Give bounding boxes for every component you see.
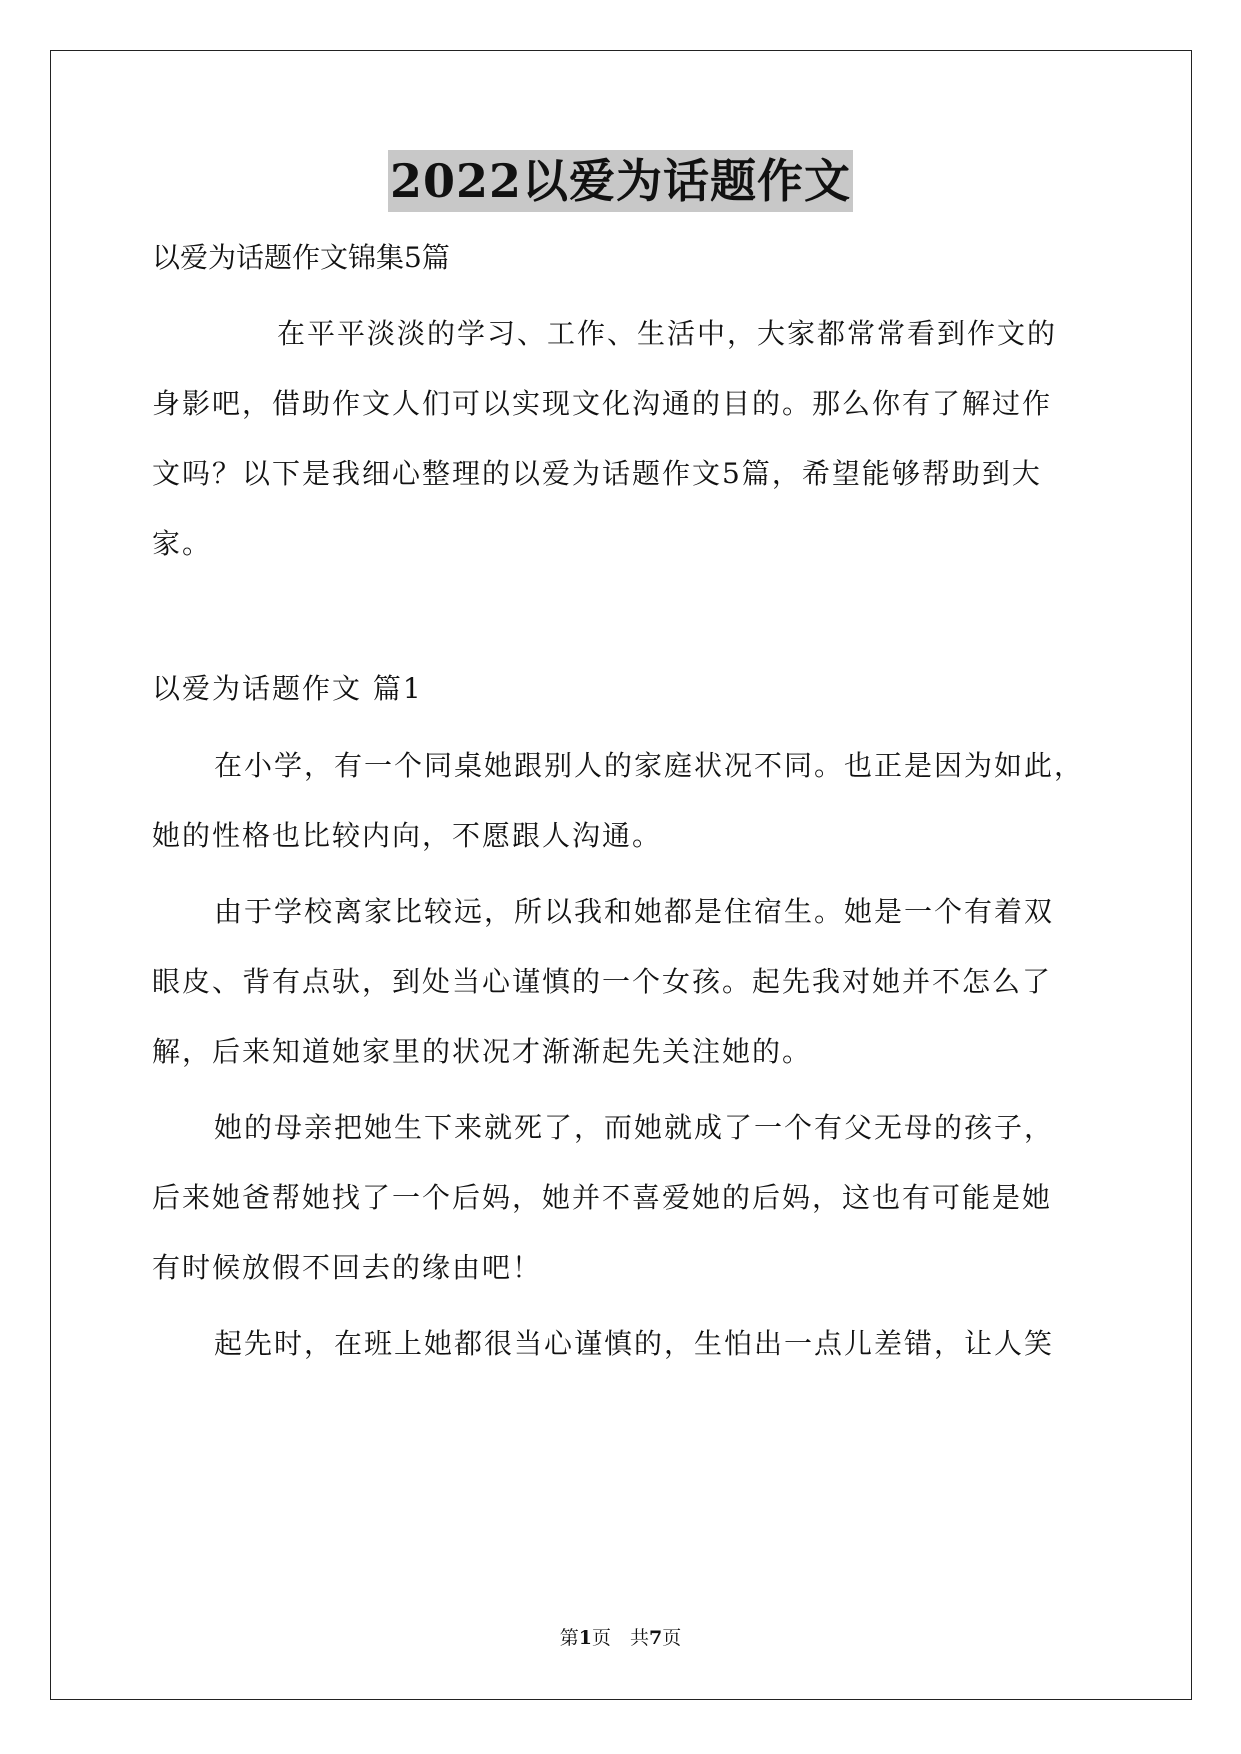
body-line-1[interactable]: 在小学，有一个同桌她跟别人的家庭状况不同。也正是因为如此， [214, 749, 1085, 782]
footer-prefix: 第 [559, 1627, 579, 1649]
intro-line-2[interactable]: 身影吧，借助作文人们可以实现文化沟通的目的。那么你有了解过作 [152, 387, 1053, 420]
body-line-3[interactable]: 由于学校离家比较远，所以我和她都是住宿生。她是一个有着双 [214, 895, 1055, 928]
section-heading[interactable]: 以爱为话题作文 篇1 [152, 672, 423, 705]
footer-suffix: 页 [662, 1627, 682, 1649]
footer-middle: 页 共 [591, 1627, 649, 1649]
intro-line-1[interactable]: 在平平淡淡的学习、工作、生活中，大家都常常看到作文的 [277, 317, 1058, 350]
title-container [0, 150, 1241, 212]
body-line-2[interactable]: 她的性格也比较内向，不愿跟人沟通。 [152, 819, 663, 852]
footer-current-page: 1 [578, 1627, 592, 1649]
body-line-7[interactable]: 后来她爸帮她找了一个后妈，她并不喜爱她的后妈，这也有可能是她 [152, 1181, 1053, 1214]
page-border [50, 50, 1192, 1700]
body-line-4[interactable]: 眼皮、背有点驮，到处当心谨慎的一个女孩。起先我对她并不怎么了 [152, 965, 1053, 998]
document-title[interactable]: 2022以爱为话题作文 [388, 150, 853, 212]
body-line-8[interactable]: 有时候放假不回去的缘由吧！ [152, 1251, 543, 1284]
body-line-9[interactable]: 起先时，在班上她都很当心谨慎的，生怕出一点儿差错，让人笑 [214, 1327, 1055, 1360]
footer-total-pages: 7 [649, 1627, 663, 1649]
page-footer [0, 1624, 1241, 1652]
body-line-6[interactable]: 她的母亲把她生下来就死了，而她就成了一个有父无母的孩子， [214, 1111, 1055, 1144]
document-subtitle[interactable]: 以爱为话题作文锦集5篇 [152, 241, 450, 274]
intro-line-4[interactable]: 家。 [152, 527, 213, 560]
intro-line-3[interactable]: 文吗？以下是我细心整理的以爱为话题作文5篇，希望能够帮助到大 [152, 457, 1042, 490]
body-line-5[interactable]: 解，后来知道她家里的状况才渐渐起先关注她的。 [152, 1035, 813, 1068]
